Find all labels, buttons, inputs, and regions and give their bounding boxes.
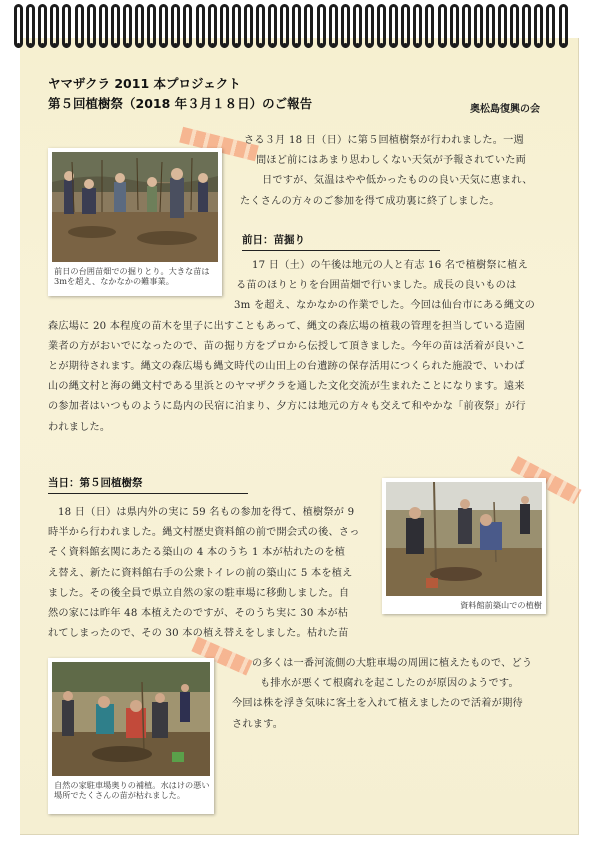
spiral-binding xyxy=(14,4,582,54)
festival-line: の多くは一番河流側の大駐車場の周囲に植えたもので、どう xyxy=(252,658,533,669)
festival-line: 今回は株を浮き気味に客土を入れて植えましたので活着が期待 xyxy=(232,698,523,710)
spiral-ring xyxy=(244,4,253,48)
festival-line: そく資料館玄関にあたる築山の 4 本のうち 1 本が枯れたのを植 xyxy=(48,547,346,559)
spiral-ring xyxy=(401,4,410,48)
spiral-ring xyxy=(389,4,398,48)
preday-line: る苗のほりとりを台囲苗畑で行いました。成長の良いものは xyxy=(236,280,517,292)
spiral-ring xyxy=(280,4,289,48)
spiral-ring xyxy=(413,4,422,48)
preday-line: 3m を超え、なかなかの作業でした。今回は仙台市にある縄文の xyxy=(234,300,536,312)
spiral-ring xyxy=(486,4,495,48)
spiral-ring xyxy=(559,4,568,48)
festival-paragraph xyxy=(48,503,378,644)
spiral-ring xyxy=(304,4,313,48)
spiral-ring xyxy=(50,4,59,48)
spiral-ring xyxy=(292,4,301,48)
spiral-ring xyxy=(329,4,338,48)
spiral-ring xyxy=(196,4,205,48)
spiral-ring xyxy=(425,4,434,48)
photo-seedling-digging xyxy=(52,152,218,262)
intro-line: たくさんの方々のご参加を得て成功裏に終了しました。 xyxy=(240,195,500,207)
festival-line: え替え、新たに資料館右手の公衆トイレの前の築山に 5 本を植え xyxy=(48,567,353,579)
spiral-ring xyxy=(220,4,229,48)
spiral-ring xyxy=(135,4,144,48)
spiral-ring xyxy=(546,4,555,48)
spiral-ring xyxy=(534,4,543,48)
spiral-ring xyxy=(147,4,156,48)
spiral-ring xyxy=(510,4,519,48)
spiral-ring xyxy=(159,4,168,48)
intro-line: 日ですが、気温はやや低かったものの良い天気に恵まれ、 xyxy=(262,175,533,187)
spiral-ring xyxy=(450,4,459,48)
festival-line: れてしまったので、その 30 本の植え替えをしました。枯れた苗 xyxy=(48,628,349,640)
spiral-ring xyxy=(75,4,84,48)
title-line-1: ヤマザクラ 2011 本プロジェクト xyxy=(48,76,241,91)
spiral-ring xyxy=(171,4,180,48)
spiral-ring xyxy=(183,4,192,48)
spiral-ring xyxy=(341,4,350,48)
photo-planting-front-of-museum xyxy=(386,482,542,596)
organization-name: 奥松島復興の会 xyxy=(470,104,540,115)
spiral-ring xyxy=(317,4,326,48)
spiral-ring xyxy=(474,4,483,48)
intro-line: さる３月 18 日（日）に第５回植樹祭が行われました。一週 xyxy=(244,135,524,146)
preday-line: 山の縄文村と海の縄文村である里浜とのヤマザクラを通した文化交流が生まれたことになります。遠来 xyxy=(48,381,525,393)
festival-line: 時半から行われました。縄文村歴史資料館の前で開会式の後、さっ xyxy=(48,527,360,539)
photo-caption-2: 資料館前築山での植樹 xyxy=(460,600,542,610)
festival-line: 然の家には昨年 48 本植えたのですが、そのうち実に 30 本が枯 xyxy=(48,608,349,620)
photo-caption-1: 前日の台囲苗畑での掘りとり。大きな苗は 3mを超え、なかなかの難事業。 xyxy=(54,266,210,286)
intro-line: 間ほど前にはあまり思わしくない天気が予報されていた両 xyxy=(256,155,527,167)
spiral-ring xyxy=(99,4,108,48)
spiral-ring xyxy=(232,4,241,48)
section-heading-preday: 前日：苗掘り xyxy=(242,232,440,251)
spiral-ring xyxy=(14,4,23,48)
preday-line: の参加者はいつものように島内の民宿に泊まり、夕方には地元の方々も交えて和やかな「前夜祭」が行 xyxy=(48,401,526,413)
preday-line: とが期待されます。縄文の森広場も縄文時代の山田上の台遺跡の保存活用につくられた施設で、いわば xyxy=(48,361,525,373)
spiral-ring xyxy=(256,4,265,48)
preday-paragraph xyxy=(48,256,558,438)
spiral-ring xyxy=(208,4,217,48)
spiral-ring xyxy=(498,4,507,48)
spiral-ring xyxy=(38,4,47,48)
spiral-ring xyxy=(123,4,132,48)
spiral-ring xyxy=(268,4,277,48)
photo-card-3 xyxy=(48,658,214,814)
intro-paragraph xyxy=(236,131,556,212)
section-heading-festival-day: 当日：第５回植樹祭 xyxy=(48,475,248,494)
festival-paragraph-continued xyxy=(222,654,558,735)
spiral-ring xyxy=(365,4,374,48)
preday-line: 17 日（土）の午後は地元の人と有志 16 名で植樹祭に植え xyxy=(252,260,528,271)
title-line-2: 第５回植樹祭（2018 年３月１８日）のご報告 xyxy=(48,96,313,111)
photo-caption-3: 自然の家駐車場奥りの補植。水はけの悪い場所でたくさんの苗が枯れました。 xyxy=(54,780,210,800)
spiral-ring xyxy=(522,4,531,48)
spiral-ring xyxy=(26,4,35,48)
spiral-ring xyxy=(462,4,471,48)
photo-replanting-parking-lot xyxy=(52,662,210,776)
preday-line: 森広場に 20 本程度の苗木を里子に出すこともあって、縄文の森広場の植栽の管理を担当している造園 xyxy=(48,320,525,332)
spiral-ring xyxy=(353,4,362,48)
festival-line: ました。その後全員で県立自然の家の駐車場に移動しました。自 xyxy=(48,587,350,599)
preday-line: われました。 xyxy=(48,421,111,433)
spiral-ring xyxy=(438,4,447,48)
spiral-ring xyxy=(62,4,71,48)
spiral-ring xyxy=(111,4,120,48)
festival-line: も排水が悪くて根腐れを起こしたのが原因のようです。 xyxy=(260,678,519,690)
photo-card-2 xyxy=(382,478,546,614)
spiral-ring xyxy=(87,4,96,48)
festival-line: されます。 xyxy=(232,718,284,730)
preday-line: 業者の方がおいでになったので、苗の掘り方をプロから伝授して頂きました。今年の苗は活着が良いこ xyxy=(48,340,526,352)
festival-line: 18 日（日）は県内外の実に 59 名もの参加を得て、植樹祭が 9 xyxy=(58,507,355,518)
spiral-ring xyxy=(377,4,386,48)
